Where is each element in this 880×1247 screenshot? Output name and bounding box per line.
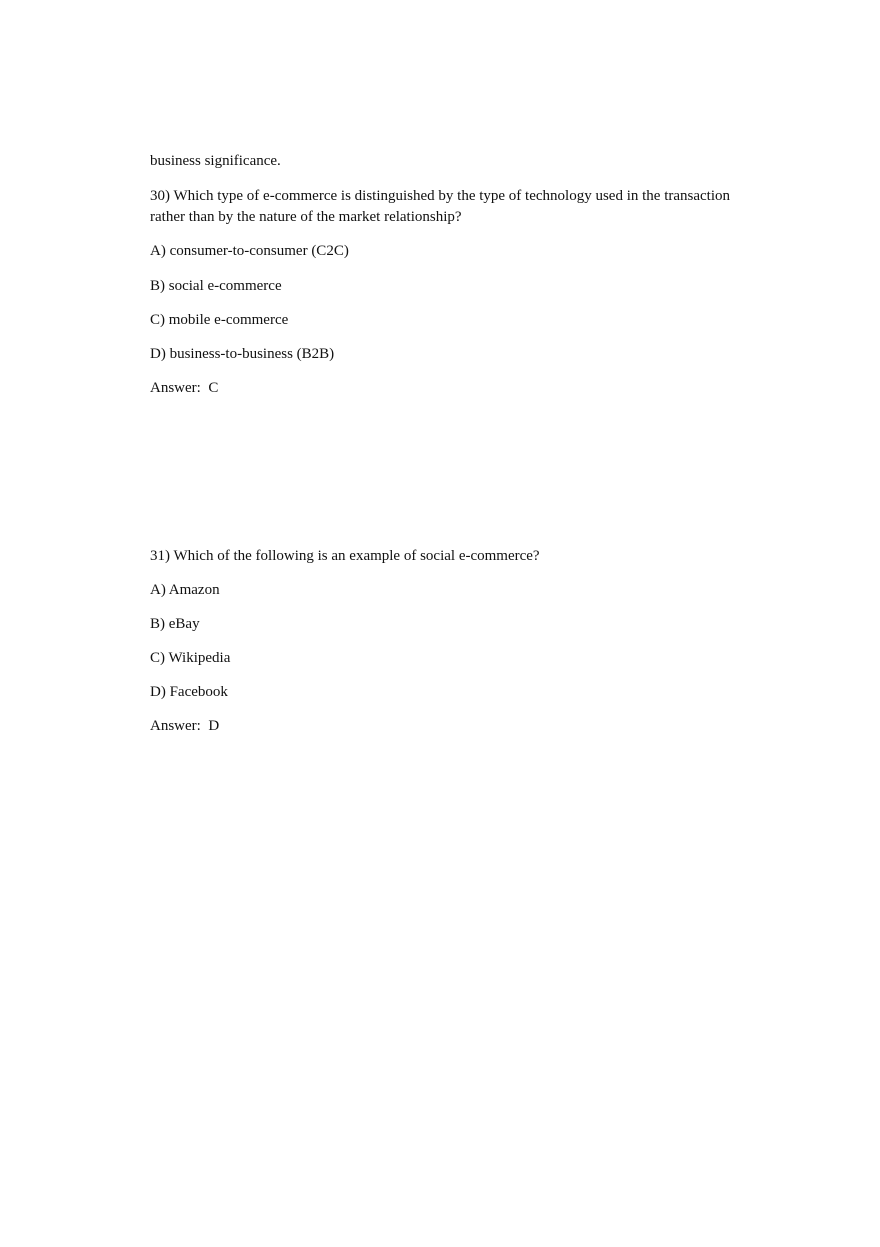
question-30 <box>150 186 740 228</box>
option-a: A) Amazon <box>150 582 220 598</box>
option-b: B) social e-commerce <box>150 278 282 294</box>
question-31 <box>150 546 740 567</box>
option-a: A) consumer-to-consumer (C2C) <box>150 243 349 259</box>
answer-31: Answer: D <box>150 718 220 734</box>
option-c: C) mobile e-commerce <box>150 312 289 328</box>
answer-30: Answer: C <box>150 380 219 396</box>
question-text: Which of the following is an example of social e-commerce? <box>173 548 540 564</box>
question-text: Which type of e-commerce is distinguished by the type of technology used in the transaction rather than by the nature of the market relationship? <box>150 188 731 225</box>
question-number: 31) <box>150 548 170 564</box>
option-d: D) Facebook <box>150 684 228 700</box>
question-number: 30) <box>150 188 170 204</box>
continuation-text: business significance. <box>150 153 281 169</box>
option-d: D) business-to-business (B2B) <box>150 346 335 362</box>
option-b: B) eBay <box>150 616 200 632</box>
option-c: C) Wikipedia <box>150 650 231 666</box>
